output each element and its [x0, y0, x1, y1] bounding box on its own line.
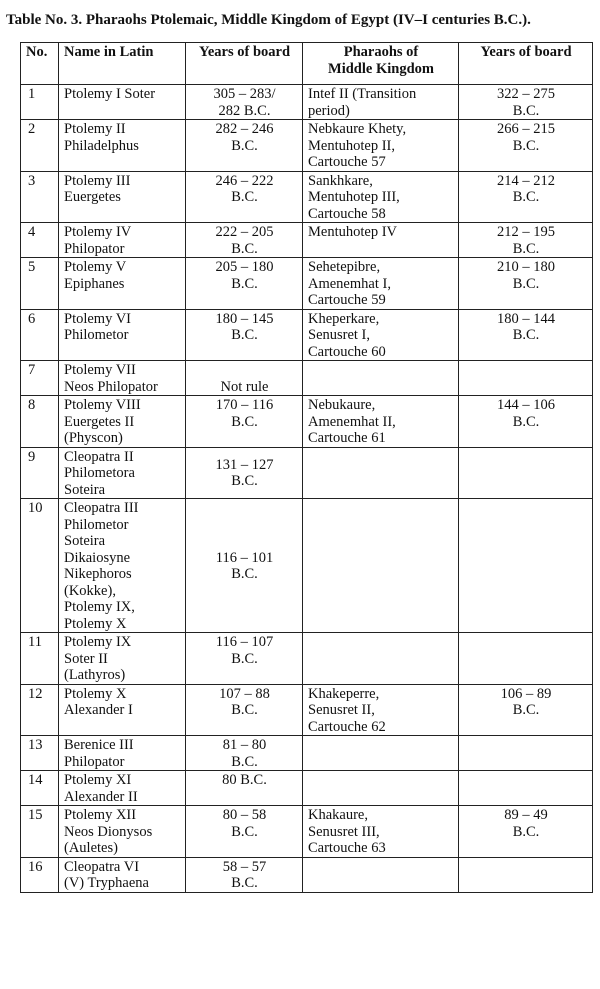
cell-no: 9: [21, 447, 59, 499]
cell-name-in-latin: [59, 447, 186, 499]
table-row: [21, 396, 593, 448]
cell-name-in-latin: [59, 171, 186, 223]
cell-years-of-board-2: [459, 85, 593, 120]
cell-years-of-board-2-line: B.C.: [512, 137, 540, 154]
cell-years-of-board-line: 81 – 80: [222, 737, 267, 753]
cell-years-of-board-2: [459, 309, 593, 361]
header-no: No.: [21, 43, 59, 85]
cell-no: 13: [21, 736, 59, 771]
cell-name-in-latin-line: Neos Philopator: [64, 378, 158, 395]
cell-years-of-board-2: [459, 857, 593, 892]
cell-no: 1: [21, 85, 59, 120]
cell-name-in-latin-line: Ptolemy II: [64, 121, 126, 137]
cell-no: 14: [21, 771, 59, 806]
cell-name-in-latin-line: (Lathyros): [64, 667, 126, 683]
table-row: [21, 857, 593, 892]
table-row: [21, 771, 593, 806]
table-title: Table No. 3. Pharaohs Ptolemaic, Middle Kingdom of Egypt (IV–I centuries B.C.).: [6, 12, 531, 28]
table-row: [21, 120, 593, 172]
cell-years-of-board-2-line: B.C.: [512, 189, 540, 205]
cell-name-in-latin-line: Ptolemy IV: [64, 224, 132, 240]
cell-years-of-board-2: [459, 633, 593, 685]
cell-years-of-board-line: 80 – 58: [222, 807, 267, 823]
cell-middle-kingdom-pharaoh-line: Nebukaure,: [308, 397, 376, 413]
cell-years-of-board: [186, 684, 303, 736]
cell-name-in-latin-line: Ptolemy VIII: [64, 397, 141, 413]
header-pharaohs-line1: Pharaohs of: [343, 44, 419, 60]
cell-middle-kingdom-pharaoh-line: Amenemhat I,: [308, 275, 391, 292]
cell-years-of-board-line: 116 – 101: [215, 549, 274, 566]
cell-name-in-latin-line: Ptolemy X: [64, 685, 127, 702]
cell-years-of-board: [186, 806, 303, 858]
cell-years-of-board-2-line: B.C.: [512, 275, 540, 292]
cell-no: 16: [21, 857, 59, 892]
cell-years-of-board-2: [459, 120, 593, 172]
cell-middle-kingdom-pharaoh: [303, 447, 459, 499]
cell-no: 5: [21, 258, 59, 310]
cell-no: 12: [21, 684, 59, 736]
cell-years-of-board: [186, 771, 303, 806]
table-row: [21, 447, 593, 499]
cell-years-of-board-2-line: 266 – 215: [497, 121, 555, 137]
cell-middle-kingdom-pharaoh: [303, 806, 459, 858]
cell-name-in-latin-line: Ptolemy VII: [64, 362, 136, 378]
cell-middle-kingdom-pharaoh-line: Sankhkare,: [308, 172, 373, 189]
table-row: [21, 85, 593, 120]
cell-years-of-board-line: 80 B.C.: [222, 772, 267, 788]
cell-middle-kingdom-pharaoh-line: Cartouche 60: [308, 343, 386, 360]
cell-name-in-latin-line: Philometor: [64, 516, 129, 533]
cell-name-in-latin-line: Ptolemy V: [64, 259, 127, 275]
cell-years-of-board-line: B.C.: [231, 823, 258, 840]
cell-middle-kingdom-pharaoh: [303, 633, 459, 685]
header-name-in-latin: Name in Latin: [59, 43, 186, 85]
cell-middle-kingdom-pharaoh-line: Senusret III,: [308, 823, 380, 840]
cell-years-of-board-2: [459, 258, 593, 310]
cell-years-of-board-2-line: B.C.: [512, 702, 540, 718]
cell-name-in-latin-line: Dikaiosyne: [64, 549, 131, 566]
cell-no: 10: [21, 499, 59, 633]
cell-years-of-board: [186, 857, 303, 892]
cell-name-in-latin: [59, 120, 186, 172]
header-years-of-board-2: Years of board: [459, 43, 593, 85]
cell-middle-kingdom-pharaoh-line: Cartouche 59: [308, 292, 386, 308]
cell-name-in-latin-line: Alexander II: [64, 788, 138, 805]
cell-years-of-board-line: 246 – 222: [215, 172, 274, 189]
cell-years-of-board-line: B.C.: [231, 275, 258, 292]
cell-middle-kingdom-pharaoh-line: Senusret II,: [308, 702, 375, 718]
cell-name-in-latin-line: Philometora: [64, 465, 135, 481]
cell-no: 7: [21, 361, 59, 396]
cell-years-of-board-line: B.C.: [231, 753, 258, 770]
cell-years-of-board: [186, 396, 303, 448]
table-row: [21, 258, 593, 310]
cell-middle-kingdom-pharaoh-line: Cartouche 62: [308, 718, 386, 735]
cell-name-in-latin: [59, 258, 186, 310]
cell-years-of-board-line: B.C.: [231, 702, 258, 718]
table-row: [21, 171, 593, 223]
cell-middle-kingdom-pharaoh-line: Mentuhotep II,: [308, 137, 395, 154]
cell-years-of-board-2: [459, 684, 593, 736]
cell-years-of-board: [186, 633, 303, 685]
cell-years-of-board-2: [459, 771, 593, 806]
cell-years-of-board-2-line: B.C.: [512, 102, 540, 119]
cell-name-in-latin-line: Soteira: [64, 533, 106, 549]
cell-middle-kingdom-pharaoh: [303, 499, 459, 633]
cell-middle-kingdom-pharaoh: [303, 396, 459, 448]
cell-years-of-board: [186, 499, 303, 633]
cell-no: 8: [21, 396, 59, 448]
cell-middle-kingdom-pharaoh-line: Senusret I,: [308, 327, 371, 343]
cell-years-of-board-2: [459, 396, 593, 448]
cell-years-of-board-2-line: 89 – 49: [504, 807, 548, 823]
cell-name-in-latin-line: Ptolemy XI: [64, 772, 132, 788]
cell-middle-kingdom-pharaoh-line: Cartouche 58: [308, 205, 386, 222]
cell-name-in-latin: [59, 396, 186, 448]
cell-name-in-latin: [59, 684, 186, 736]
cell-years-of-board-line: Not rule: [220, 378, 269, 395]
cell-years-of-board-line: B.C.: [231, 189, 258, 205]
cell-middle-kingdom-pharaoh-line: Mentuhotep III,: [308, 189, 400, 205]
cell-years-of-board: [186, 447, 303, 499]
table-row: [21, 499, 593, 633]
cell-years-of-board-line: B.C.: [231, 327, 258, 343]
cell-years-of-board-2: [459, 223, 593, 258]
header-pharaohs-middle-kingdom: [303, 43, 459, 85]
cell-years-of-board: [186, 85, 303, 120]
cell-years-of-board-2-line: 214 – 212: [497, 172, 555, 189]
cell-middle-kingdom-pharaoh-line: Khakeperre,: [308, 685, 380, 702]
cell-middle-kingdom-pharaoh-line: Mentuhotep IV: [308, 224, 397, 240]
cell-name-in-latin-line: Ptolemy VI: [64, 310, 131, 327]
cell-years-of-board-line: 107 – 88: [219, 685, 270, 702]
cell-name-in-latin-line: Euergetes: [64, 189, 121, 205]
cell-name-in-latin-line: Berenice III: [64, 737, 134, 753]
cell-name-in-latin-line: Ptolemy IX,: [64, 599, 135, 615]
cell-middle-kingdom-pharaoh: [303, 684, 459, 736]
cell-name-in-latin-line: Soteira: [64, 481, 106, 498]
cell-no: 4: [21, 223, 59, 258]
header-pharaohs-line2: Middle Kingdom: [328, 60, 434, 77]
cell-name-in-latin: [59, 85, 186, 120]
cell-middle-kingdom-pharaoh-line: Kheperkare,: [308, 310, 380, 327]
cell-years-of-board-2-line: 210 – 180: [497, 259, 555, 275]
cell-no: 15: [21, 806, 59, 858]
cell-years-of-board: [186, 258, 303, 310]
cell-years-of-board-line: B.C.: [231, 566, 258, 582]
cell-years-of-board: [186, 223, 303, 258]
cell-name-in-latin: [59, 361, 186, 396]
cell-middle-kingdom-pharaoh-line: Cartouche 57: [308, 154, 386, 170]
cell-years-of-board-line: 222 – 205: [215, 224, 274, 240]
cell-name-in-latin-line: Cleopatra VI: [64, 858, 140, 875]
cell-years-of-board-2: [459, 806, 593, 858]
cell-name-in-latin: [59, 499, 186, 633]
cell-years-of-board-line: 58 – 57: [222, 858, 267, 875]
cell-name-in-latin: [59, 633, 186, 685]
cell-years-of-board: [186, 361, 303, 396]
cell-years-of-board-line: B.C.: [231, 137, 258, 154]
cell-years-of-board-line: 305 – 283/: [213, 86, 276, 102]
cell-no: 3: [21, 171, 59, 223]
cell-years-of-board-2-line: B.C.: [512, 823, 540, 840]
cell-middle-kingdom-pharaoh-line: period): [308, 102, 350, 119]
cell-years-of-board-line: B.C.: [231, 473, 258, 490]
cell-years-of-board-2-line: 144 – 106: [497, 397, 555, 413]
table-row: [21, 684, 593, 736]
table-row: [21, 806, 593, 858]
cell-years-of-board-line: B.C.: [231, 875, 258, 891]
cell-name-in-latin-line: (Kokke),: [64, 582, 116, 599]
cell-years-of-board-2: [459, 499, 593, 633]
cell-years-of-board-line: 205 – 180: [215, 259, 274, 275]
cell-no: 6: [21, 309, 59, 361]
cell-name-in-latin-line: Cleopatra III: [64, 500, 139, 516]
cell-name-in-latin-line: Neos Dionysos: [64, 823, 153, 840]
cell-middle-kingdom-pharaoh: [303, 309, 459, 361]
header-row: [21, 43, 593, 85]
cell-name-in-latin-line: Ptolemy III: [64, 172, 131, 189]
cell-years-of-board-line: B.C.: [231, 413, 258, 430]
cell-years-of-board-2-line: 322 – 275: [497, 86, 555, 102]
cell-name-in-latin-line: Ptolemy XII: [64, 807, 137, 823]
cell-years-of-board-2-line: 180 – 144: [497, 310, 555, 327]
cell-name-in-latin-line: Euergetes II: [64, 413, 135, 430]
cell-years-of-board-2-line: 212 – 195: [497, 224, 555, 240]
cell-no: 2: [21, 120, 59, 172]
cell-name-in-latin: [59, 771, 186, 806]
cell-middle-kingdom-pharaoh: [303, 258, 459, 310]
cell-name-in-latin-line: (Physcon): [64, 430, 123, 446]
pharaohs-table: [20, 42, 593, 893]
cell-middle-kingdom-pharaoh-line: Cartouche 63: [308, 840, 386, 856]
table-row: [21, 309, 593, 361]
table-row: [21, 736, 593, 771]
cell-name-in-latin-line: Philometor: [64, 327, 129, 343]
cell-years-of-board-2-line: 106 – 89: [500, 685, 552, 702]
cell-name-in-latin-line: Philopator: [64, 753, 125, 770]
cell-middle-kingdom-pharaoh: [303, 171, 459, 223]
cell-name-in-latin-line: Alexander I: [64, 702, 133, 718]
cell-years-of-board: [186, 120, 303, 172]
cell-years-of-board-line: B.C.: [231, 240, 258, 257]
cell-name-in-latin-line: Cleopatra II: [64, 448, 134, 465]
cell-name-in-latin: [59, 736, 186, 771]
cell-years-of-board-line: 282 B.C.: [218, 102, 271, 119]
cell-middle-kingdom-pharaoh-line: Khakaure,: [308, 807, 368, 823]
cell-middle-kingdom-pharaoh: [303, 223, 459, 258]
cell-middle-kingdom-pharaoh-line: Intef II (Transition: [308, 86, 417, 102]
cell-name-in-latin-line: Epiphanes: [64, 275, 125, 292]
cell-years-of-board-line: 170 – 116: [215, 397, 274, 413]
cell-name-in-latin: [59, 223, 186, 258]
cell-name-in-latin-line: Ptolemy IX: [64, 634, 132, 650]
cell-name-in-latin-line: Ptolemy X: [64, 615, 127, 632]
cell-years-of-board-line: 282 – 246: [215, 121, 274, 137]
table-row: [21, 223, 593, 258]
cell-name-in-latin-line: (Auletes): [64, 840, 118, 856]
cell-middle-kingdom-pharaoh-line: Sehetepibre,: [308, 259, 381, 275]
cell-years-of-board-line: B.C.: [231, 650, 258, 667]
header-years-of-board: Years of board: [186, 43, 303, 85]
cell-name-in-latin-line: Nikephoros: [64, 566, 132, 582]
table-row: [21, 361, 593, 396]
cell-name-in-latin: [59, 806, 186, 858]
cell-middle-kingdom-pharaoh-line: Amenemhat II,: [308, 413, 396, 430]
cell-years-of-board-2-line: B.C.: [512, 327, 540, 343]
cell-years-of-board: [186, 309, 303, 361]
cell-years-of-board: [186, 736, 303, 771]
cell-middle-kingdom-pharaoh: [303, 85, 459, 120]
cell-middle-kingdom-pharaoh: [303, 857, 459, 892]
cell-years-of-board-line: 116 – 107: [215, 634, 274, 650]
cell-middle-kingdom-pharaoh: [303, 736, 459, 771]
cell-middle-kingdom-pharaoh-line: Nebkaure Khety,: [308, 121, 407, 137]
cell-middle-kingdom-pharaoh-line: Cartouche 61: [308, 430, 386, 446]
cell-no: 11: [21, 633, 59, 685]
cell-name-in-latin: [59, 857, 186, 892]
cell-name-in-latin-line: Philopator: [64, 240, 125, 257]
cell-years-of-board-2: [459, 447, 593, 499]
cell-years-of-board-2: [459, 361, 593, 396]
cell-years-of-board-line: 180 – 145: [215, 310, 274, 327]
cell-name-in-latin-line: (V) Tryphaena: [64, 875, 149, 891]
cell-years-of-board-2-line: B.C.: [512, 240, 540, 257]
cell-middle-kingdom-pharaoh: [303, 361, 459, 396]
cell-name-in-latin-line: Soter II: [64, 650, 108, 667]
cell-middle-kingdom-pharaoh: [303, 771, 459, 806]
cell-middle-kingdom-pharaoh: [303, 120, 459, 172]
table-row: [21, 633, 593, 685]
cell-years-of-board-line: 131 – 127: [215, 456, 274, 473]
cell-years-of-board-2-line: B.C.: [512, 413, 540, 430]
cell-years-of-board: [186, 171, 303, 223]
cell-name-in-latin-line: Philadelphus: [64, 137, 139, 154]
cell-name-in-latin-line: Ptolemy I Soter: [64, 86, 156, 102]
cell-years-of-board-2: [459, 171, 593, 223]
cell-years-of-board-2: [459, 736, 593, 771]
cell-name-in-latin: [59, 309, 186, 361]
